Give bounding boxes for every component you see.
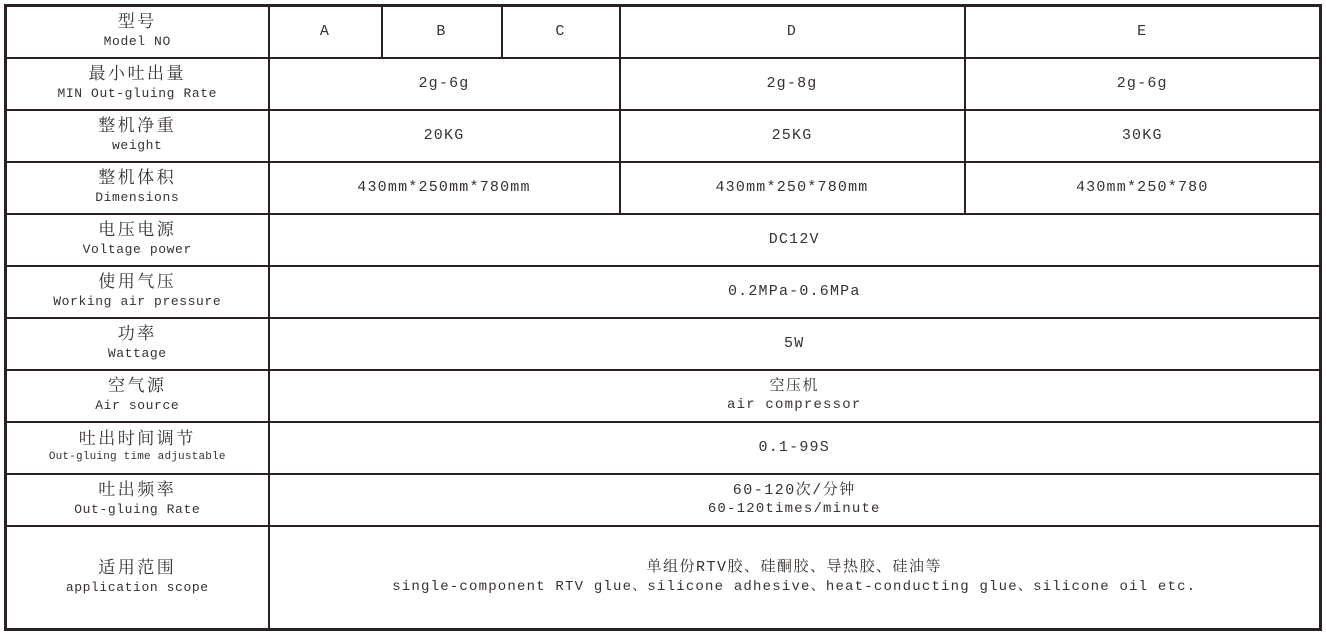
application-scope-label-zh: 适用范围: [98, 559, 177, 579]
cell-dimensions-d: 430mm*250*780mm: [620, 162, 965, 214]
cell-wattage-value: 5W: [269, 318, 1321, 370]
row-min-out-gluing-rate: [6, 58, 1321, 110]
cell-weight-abc: 20KG: [269, 110, 620, 162]
row-wattage: [6, 318, 1321, 370]
gluing-time-label-zh: 吐出时间调节: [78, 431, 196, 450]
gluing-rate-label-zh: 吐出频率: [98, 481, 177, 501]
voltage-label-zh: 电压电源: [98, 221, 177, 241]
cell-model-e: E: [965, 6, 1321, 58]
spec-table: [4, 4, 1322, 631]
cell-model-b: B: [382, 6, 502, 58]
cell-min-rate-e: 2g-6g: [965, 58, 1321, 110]
air-source-value-en: air compressor: [727, 397, 862, 414]
row-label-voltage-power: [6, 214, 269, 266]
dimensions-label-en: Dimensions: [95, 190, 180, 205]
weight-label-en: weight: [112, 138, 163, 153]
row-label-out-gluing-time: [6, 422, 269, 474]
row-application-scope: [6, 526, 1321, 630]
wattage-label-en: Wattage: [107, 346, 167, 361]
min-rate-label-en: MIN Out-gluing Rate: [57, 86, 218, 101]
dimensions-label-zh: 整机体积: [98, 169, 177, 189]
voltage-label-en: Voltage power: [82, 242, 192, 257]
air-source-label-en: Air source: [95, 398, 180, 413]
cell-weight-e: 30KG: [965, 110, 1321, 162]
row-label-model-no: [6, 6, 269, 58]
min-rate-label-zh: 最小吐出量: [88, 65, 186, 85]
row-label-air-source: [6, 370, 269, 422]
cell-air-pressure-value: 0.2MPa-0.6MPa: [269, 266, 1321, 318]
cell-application-scope-value: [269, 526, 1321, 630]
application-scope-value-zh: 单组份RTV胶、硅酮胶、导热胶、硅油等: [646, 559, 942, 577]
row-label-out-gluing-rate: [6, 474, 269, 526]
gluing-rate-label-en: Out-gluing Rate: [74, 502, 201, 517]
row-out-gluing-rate: [6, 474, 1321, 526]
cell-min-rate-abc: 2g-6g: [269, 58, 620, 110]
row-working-air-pressure: [6, 266, 1321, 318]
application-scope-value-en: single-component RTV glue、silicone adhesive、heat-conducting glue、silicone oil etc.: [392, 578, 1197, 595]
cell-min-rate-d: 2g-8g: [620, 58, 965, 110]
row-label-weight: [6, 110, 269, 162]
gluing-time-label-en: Out-gluing time adjustable: [48, 451, 226, 464]
row-model-no: [6, 6, 1321, 58]
row-out-gluing-time-adjustable: [6, 422, 1321, 474]
row-label-working-air-pressure: [6, 266, 269, 318]
row-label-application-scope: [6, 526, 269, 630]
cell-voltage-value: DC12V: [269, 214, 1321, 266]
weight-label-zh: 整机净重: [98, 117, 177, 137]
cell-model-c: C: [502, 6, 620, 58]
model-no-label-en: Model NO: [103, 34, 171, 50]
row-label-wattage: [6, 318, 269, 370]
cell-weight-d: 25KG: [620, 110, 965, 162]
cell-model-d: D: [620, 6, 965, 58]
application-scope-label-en: application scope: [65, 579, 209, 595]
cell-gluing-rate-value: [269, 474, 1321, 526]
air-pressure-label-en: Working air pressure: [53, 294, 222, 309]
row-weight: [6, 110, 1321, 162]
gluing-rate-value-en: 60-120times/minute: [707, 501, 881, 518]
row-voltage-power: [6, 214, 1321, 266]
wattage-label-zh: 功率: [117, 325, 157, 345]
row-label-dimensions: [6, 162, 269, 214]
row-air-source: [6, 370, 1321, 422]
cell-gluing-time-value: 0.1-99S: [269, 422, 1321, 474]
cell-dimensions-e: 430mm*250*780: [965, 162, 1321, 214]
air-source-value-zh: 空压机: [769, 377, 819, 395]
air-source-label-zh: 空气源: [108, 377, 167, 397]
cell-dimensions-abc: 430mm*250mm*780mm: [269, 162, 620, 214]
gluing-rate-value-zh: 60-120次/分钟: [732, 481, 856, 499]
air-pressure-label-zh: 使用气压: [98, 273, 177, 293]
model-no-label-zh: 型号: [117, 14, 157, 33]
row-label-min-out-gluing-rate: [6, 58, 269, 110]
row-dimensions: [6, 162, 1321, 214]
cell-model-a: A: [269, 6, 382, 58]
cell-air-source-value: [269, 370, 1321, 422]
